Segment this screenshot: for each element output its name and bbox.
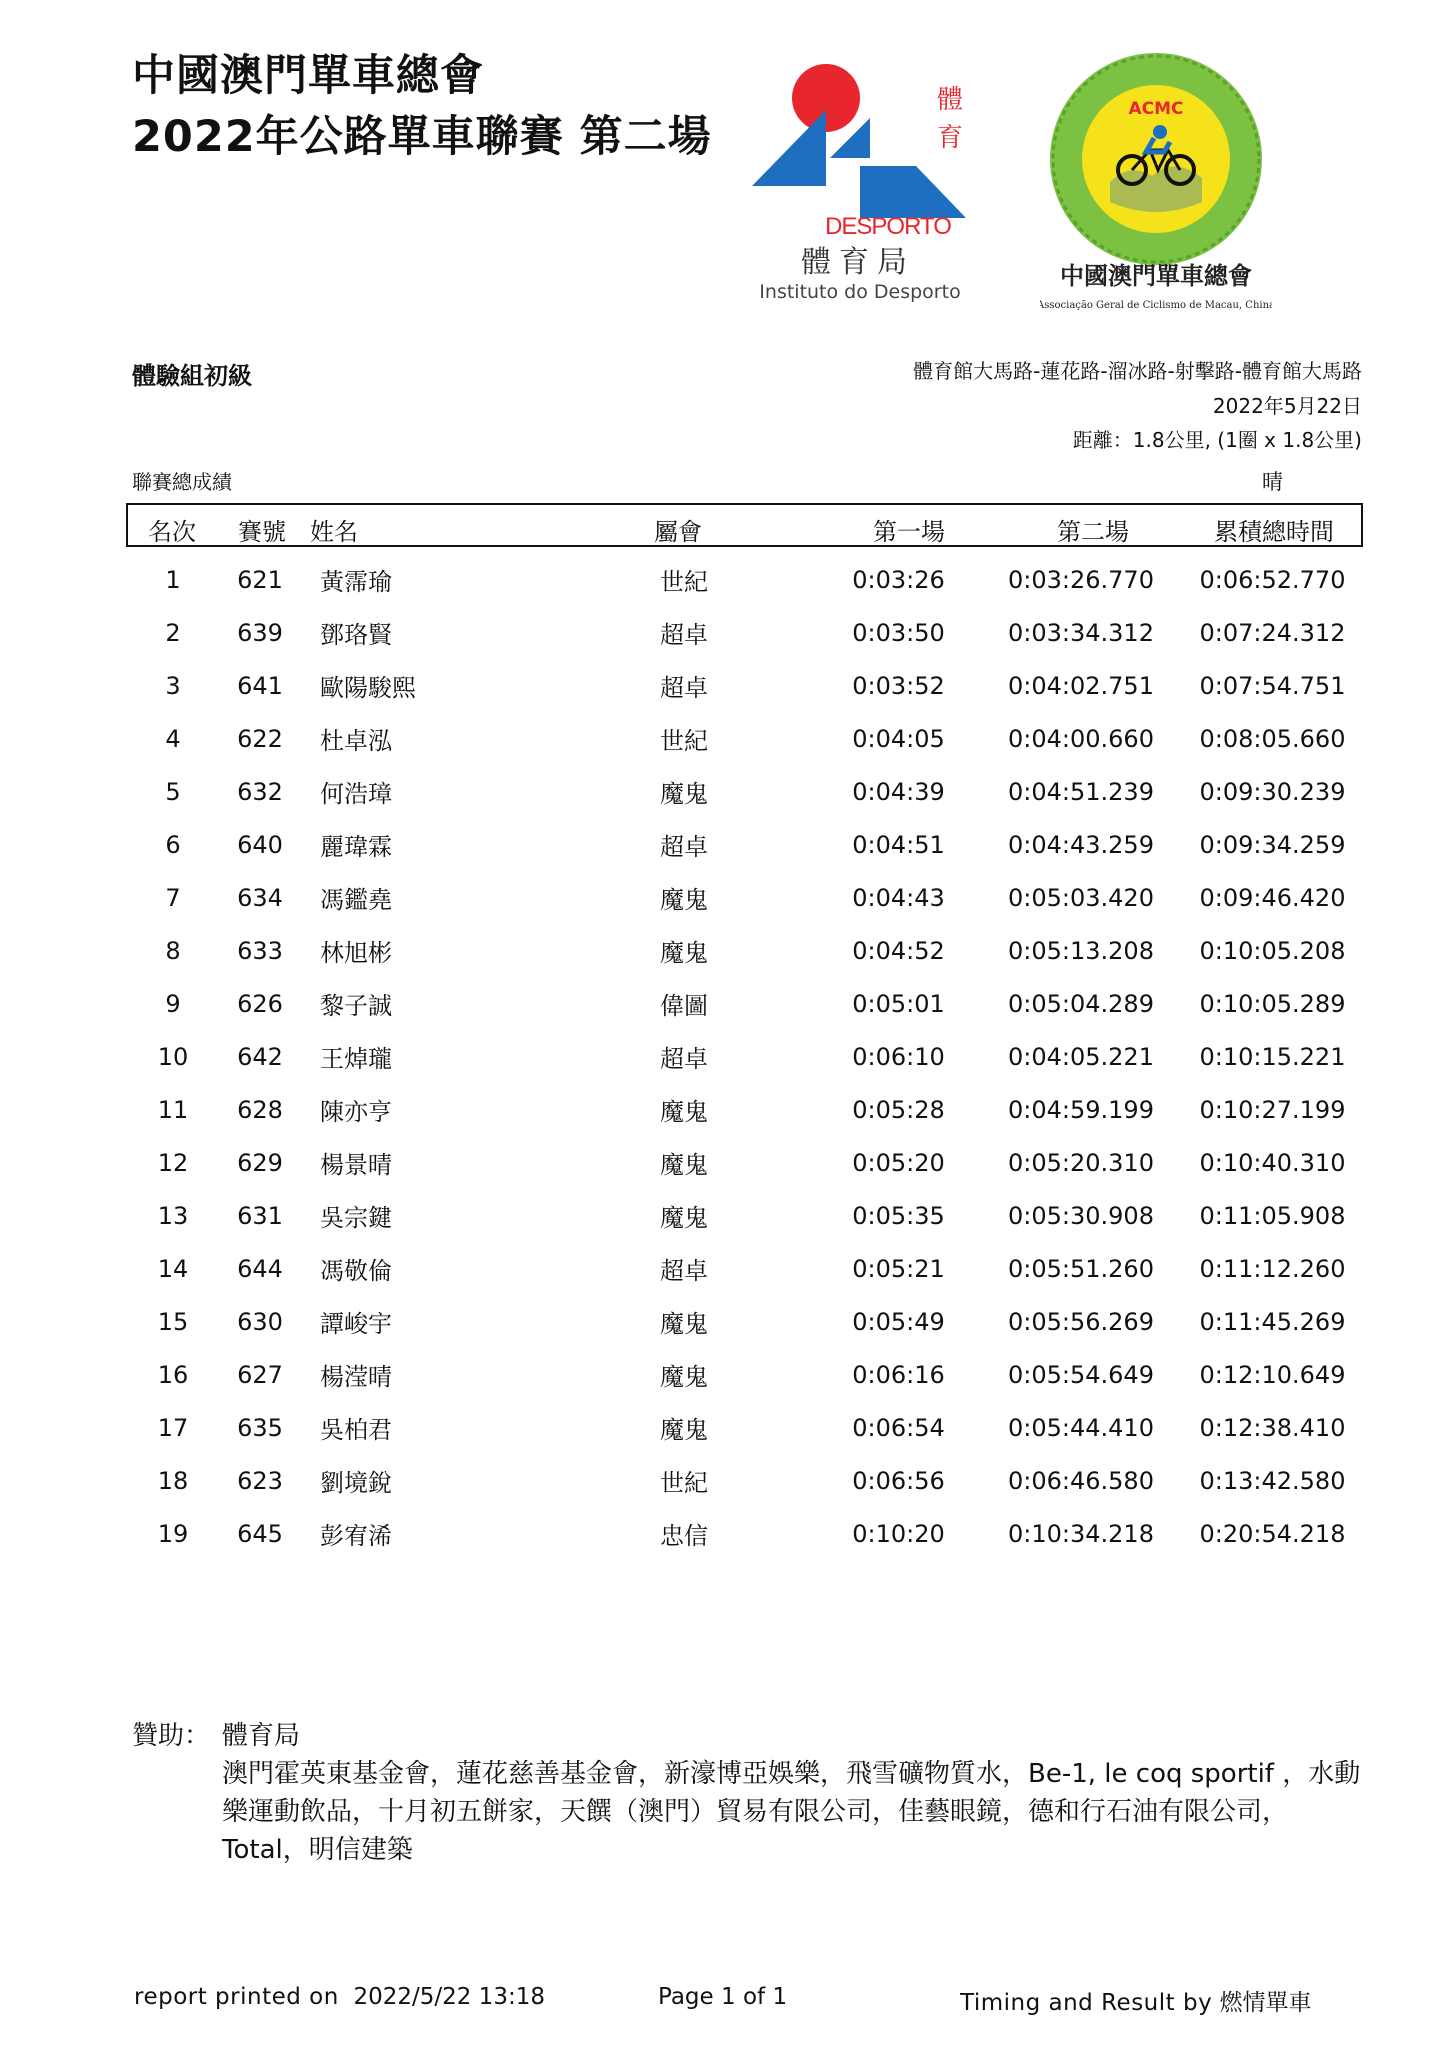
total-cell: 0:10:05.208: [1199, 936, 1346, 965]
name-cell: 馮鑑堯: [320, 886, 392, 914]
table-row: [126, 1136, 1360, 1189]
page-current: 1: [721, 1984, 736, 2010]
page-label: Page: [658, 1984, 714, 2010]
race2-cell: 0:06:46.580: [1008, 1466, 1154, 1495]
number-cell: 642: [237, 1042, 283, 1071]
club-cell: 超卓: [660, 833, 708, 861]
number-cell: 631: [237, 1201, 283, 1230]
club-cell: 忠信: [660, 1522, 708, 1550]
name-cell: 馮敬倫: [320, 1257, 392, 1285]
rank-cell: 8: [165, 936, 181, 965]
total-cell: 0:07:24.312: [1199, 618, 1346, 647]
table-row: [126, 1295, 1360, 1348]
printed-label: report printed on: [134, 1984, 339, 2010]
logo-name-pt: Instituto do Desporto: [759, 281, 961, 303]
rank-cell: 2: [165, 618, 181, 647]
number-cell: 627: [237, 1360, 283, 1389]
table-row: [126, 1454, 1360, 1507]
race2-cell: 0:05:56.269: [1008, 1307, 1154, 1336]
logo-desporto-text: DESPORTO: [825, 213, 951, 240]
club-cell: 魔鬼: [660, 1151, 708, 1179]
total-cell: 0:10:15.221: [1199, 1042, 1346, 1071]
race2-cell: 0:03:34.312: [1008, 618, 1154, 647]
sponsor-list: 澳門霍英東基金會，蓮花慈善基金會，新濠博亞娛樂，飛雪礦物質水，Be-1, le coq sportif ，水動樂運動飲品，十月初五餅家，天饌（澳門）貿易有限公司，佳藝眼鏡，德和行石油有限公司，Total，明信建築: [222, 1759, 1361, 1865]
name-cell: 楊景晴: [320, 1151, 392, 1179]
race1-cell: 0:05:49: [852, 1307, 945, 1336]
race1-cell: 0:04:39: [852, 777, 945, 806]
club-cell: 超卓: [660, 621, 708, 649]
table-row: [126, 871, 1360, 924]
club-cell: 魔鬼: [660, 1310, 708, 1338]
header-rank: 名次: [148, 518, 196, 546]
table-row: [126, 924, 1360, 977]
table-row: [126, 765, 1360, 818]
total-cell: 0:11:12.260: [1199, 1254, 1346, 1283]
number-cell: 633: [237, 936, 283, 965]
number-cell: 634: [237, 883, 283, 912]
total-cell: 0:09:30.239: [1199, 777, 1346, 806]
page-title: 中國澳門單車總會: [132, 51, 484, 101]
rank-cell: 4: [165, 724, 181, 753]
name-cell: 王焯瓏: [320, 1045, 392, 1073]
race1-cell: 0:06:54: [852, 1413, 945, 1442]
race2-cell: 0:10:34.218: [1008, 1519, 1154, 1548]
page-of: of: [742, 1984, 766, 2010]
name-cell: 鄧珞賢: [320, 621, 392, 649]
table-row: [126, 1507, 1360, 1560]
printed-value: 2022/5/22 13:18: [353, 1984, 545, 2010]
table-row: [126, 659, 1360, 712]
table-row: [126, 1348, 1360, 1401]
number-cell: 645: [237, 1519, 283, 1548]
race1-cell: 0:05:28: [852, 1095, 945, 1124]
rank-cell: 14: [157, 1254, 189, 1283]
race2-cell: 0:04:43.259: [1008, 830, 1154, 859]
club-cell: 魔鬼: [660, 1416, 708, 1444]
club-cell: 世紀: [660, 727, 708, 755]
table-row: [126, 977, 1360, 1030]
table-row: [126, 1030, 1360, 1083]
club-cell: 超卓: [660, 1045, 708, 1073]
rank-cell: 10: [157, 1042, 189, 1071]
number-cell: 629: [237, 1148, 283, 1177]
number-cell: 623: [237, 1466, 283, 1495]
race1-cell: 0:03:50: [852, 618, 945, 647]
race2-cell: 0:05:13.208: [1008, 936, 1154, 965]
category-label: 體驗組初級: [132, 362, 252, 390]
header-race2: 第二場: [1057, 518, 1129, 546]
name-cell: 楊滢晴: [320, 1363, 392, 1391]
name-cell: 黃霈瑜: [320, 568, 392, 596]
total-cell: 0:10:05.289: [1199, 989, 1346, 1018]
rank-cell: 17: [157, 1413, 189, 1442]
race2-cell: 0:04:59.199: [1008, 1095, 1154, 1124]
rank-cell: 19: [157, 1519, 189, 1548]
race1-cell: 0:05:01: [852, 989, 945, 1018]
club-cell: 魔鬼: [660, 1363, 708, 1391]
name-cell: 黎子誠: [320, 992, 392, 1020]
header-club: 屬會: [654, 518, 702, 546]
race2-cell: 0:04:05.221: [1008, 1042, 1154, 1071]
race1-cell: 0:06:10: [852, 1042, 945, 1071]
total-cell: 0:12:10.649: [1199, 1360, 1346, 1389]
total-cell: 0:20:54.218: [1199, 1519, 1346, 1548]
table-row: [126, 1083, 1360, 1136]
sponsor-label: 贊助：: [132, 1721, 211, 1751]
header-total: 累積總時間: [1214, 518, 1334, 546]
race1-cell: 0:03:26: [852, 565, 945, 594]
total-cell: 0:09:34.259: [1199, 830, 1346, 859]
race1-cell: 0:06:56: [852, 1466, 945, 1495]
club-cell: 超卓: [660, 674, 708, 702]
race1-cell: 0:05:20: [852, 1148, 945, 1177]
race2-cell: 0:05:44.410: [1008, 1413, 1154, 1442]
weather-text: 晴: [1262, 470, 1283, 494]
timing-by: 燃情單車: [1219, 1990, 1312, 2016]
logo-char-2: 育: [936, 123, 964, 153]
rank-cell: 15: [157, 1307, 189, 1336]
number-cell: 641: [237, 671, 283, 700]
name-cell: 陳亦亨: [320, 1098, 392, 1126]
race2-cell: 0:05:54.649: [1008, 1360, 1154, 1389]
name-cell: 麗瑋霖: [320, 833, 392, 861]
total-cell: 0:06:52.770: [1199, 565, 1346, 594]
footer-printed: [134, 1984, 545, 2010]
table-row: [126, 606, 1360, 659]
rank-cell: 5: [165, 777, 181, 806]
race1-cell: 0:06:16: [852, 1360, 945, 1389]
logo-char-1: 體: [936, 85, 964, 115]
name-cell: 吳柏君: [320, 1416, 392, 1444]
race2-cell: 0:05:51.260: [1008, 1254, 1154, 1283]
rank-cell: 13: [157, 1201, 189, 1230]
race2-cell: 0:03:26.770: [1008, 565, 1154, 594]
race2-cell: 0:05:20.310: [1008, 1148, 1154, 1177]
table-row: [126, 818, 1360, 871]
race1-cell: 0:05:21: [852, 1254, 945, 1283]
club-cell: 魔鬼: [660, 1204, 708, 1232]
number-cell: 632: [237, 777, 283, 806]
name-cell: 林旭彬: [320, 939, 392, 967]
race2-cell: 0:04:51.239: [1008, 777, 1154, 806]
desporto-logo: [748, 50, 988, 310]
header-name: 姓名: [310, 518, 358, 546]
race1-cell: 0:04:52: [852, 936, 945, 965]
acmc-logo: [1040, 52, 1272, 317]
header-number: 賽號: [238, 518, 286, 546]
total-cell: 0:12:38.410: [1199, 1413, 1346, 1442]
sponsor-main: 體育局: [222, 1721, 301, 1751]
rank-cell: 18: [157, 1466, 189, 1495]
acmc-name-zh: 中國澳門單車總會: [1060, 261, 1252, 290]
race2-cell: 0:04:00.660: [1008, 724, 1154, 753]
footer-timing: [960, 1984, 1312, 2017]
name-cell: 歐陽駿熙: [320, 674, 416, 702]
table-row: [126, 1401, 1360, 1454]
acmc-abbr: ACMC: [1128, 99, 1184, 119]
table-row: [126, 712, 1360, 765]
total-cell: 0:07:54.751: [1199, 671, 1346, 700]
club-cell: 世紀: [660, 1469, 708, 1497]
number-cell: 640: [237, 830, 283, 859]
results-table: [126, 553, 1360, 1560]
number-cell: 630: [237, 1307, 283, 1336]
total-cell: 0:09:46.420: [1199, 883, 1346, 912]
name-cell: 彭宥浠: [320, 1522, 392, 1550]
race2-cell: 0:05:03.420: [1008, 883, 1154, 912]
club-cell: 魔鬼: [660, 886, 708, 914]
race1-cell: 0:04:43: [852, 883, 945, 912]
table-row: [126, 553, 1360, 606]
club-cell: 魔鬼: [660, 939, 708, 967]
acmc-name-pt: Associação Geral de Ciclismo de Macau, China: [1040, 300, 1272, 311]
rank-cell: 3: [165, 671, 181, 700]
rank-cell: 1: [165, 565, 181, 594]
header-race1: 第一場: [873, 518, 945, 546]
rank-cell: 9: [165, 989, 181, 1018]
club-cell: 魔鬼: [660, 1098, 708, 1126]
page-total: 1: [772, 1984, 788, 2010]
rank-cell: 6: [165, 830, 181, 859]
table-header: [126, 503, 1363, 547]
number-cell: 639: [237, 618, 283, 647]
race1-cell: 0:04:05: [852, 724, 945, 753]
total-cell: 0:11:05.908: [1199, 1201, 1346, 1230]
number-cell: 628: [237, 1095, 283, 1124]
race2-cell: 0:04:02.751: [1008, 671, 1154, 700]
distance-text: 距離：1.8公里, (1圈 x 1.8公里): [1072, 428, 1362, 452]
rank-cell: 16: [157, 1360, 189, 1389]
race1-cell: 0:03:52: [852, 671, 945, 700]
table-row: [126, 1242, 1360, 1295]
name-cell: 何浩璋: [320, 780, 392, 808]
club-cell: 魔鬼: [660, 780, 708, 808]
number-cell: 635: [237, 1413, 283, 1442]
name-cell: 譚峻宇: [320, 1310, 392, 1338]
footer-page: [658, 1984, 787, 2010]
event-title: 2022年公路單車聯賽 第二場: [132, 112, 712, 162]
rank-cell: 11: [157, 1095, 189, 1124]
race2-cell: 0:05:04.289: [1008, 989, 1154, 1018]
timing-label: Timing and Result by: [960, 1990, 1213, 2016]
total-cell: 0:11:45.269: [1199, 1307, 1346, 1336]
race1-cell: 0:05:35: [852, 1201, 945, 1230]
table-row: [126, 1189, 1360, 1242]
total-cell: 0:08:05.660: [1199, 724, 1346, 753]
logo-name-zh: 體育局: [801, 245, 915, 280]
route-text: 體育館大馬路-蓮花路-溜冰路-射擊路-體育館大馬路: [913, 359, 1362, 383]
rank-cell: 12: [157, 1148, 189, 1177]
number-cell: 644: [237, 1254, 283, 1283]
name-cell: 吳宗鍵: [320, 1204, 392, 1232]
name-cell: 杜卓泓: [320, 727, 392, 755]
race-date: 2022年5月22日: [1212, 394, 1362, 418]
club-cell: 世紀: [660, 568, 708, 596]
club-cell: 超卓: [660, 1257, 708, 1285]
total-cell: 0:10:27.199: [1199, 1095, 1346, 1124]
race1-cell: 0:10:20: [852, 1519, 945, 1548]
total-cell: 0:13:42.580: [1199, 1466, 1346, 1495]
race2-cell: 0:05:30.908: [1008, 1201, 1154, 1230]
number-cell: 622: [237, 724, 283, 753]
race1-cell: 0:04:51: [852, 830, 945, 859]
number-cell: 621: [237, 565, 283, 594]
total-cell: 0:10:40.310: [1199, 1148, 1346, 1177]
name-cell: 劉境銳: [320, 1469, 392, 1497]
rank-cell: 7: [165, 883, 181, 912]
club-cell: 偉圖: [660, 992, 708, 1020]
summary-label: 聯賽總成績: [132, 470, 232, 494]
number-cell: 626: [237, 989, 283, 1018]
